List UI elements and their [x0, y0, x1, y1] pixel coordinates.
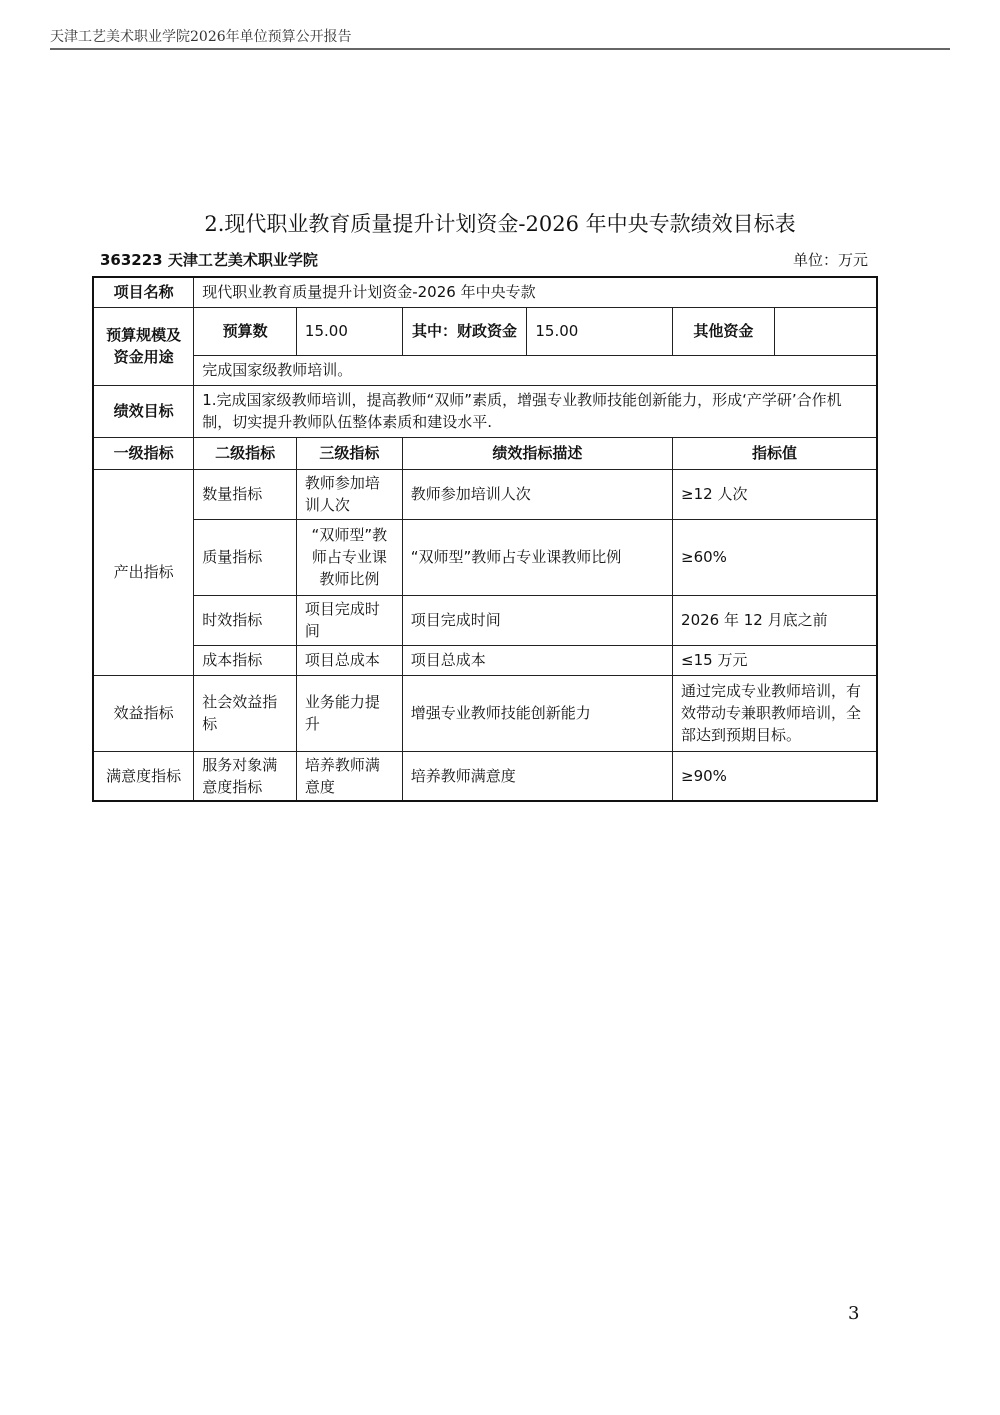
header-level1: 一级指标 [93, 437, 194, 469]
project-name-label: 项目名称 [93, 277, 194, 307]
level2: 质量指标 [194, 519, 297, 595]
goal-label: 绩效目标 [93, 385, 194, 437]
organization-code: 363223 天津工艺美术职业学院 [100, 251, 318, 269]
description: 培养教师满意度 [402, 751, 672, 801]
level1-benefit: 效益指标 [93, 675, 194, 751]
level3: 业务能力提升 [296, 675, 402, 751]
header-level3: 三级指标 [296, 437, 402, 469]
level1-satisfaction: 满意度指标 [93, 751, 194, 801]
running-header: 天津工艺美术职业学院2026年单位预算公开报告 [50, 29, 352, 45]
budget-label: 预算规模及资金用途 [93, 307, 194, 385]
other-funds-amount [774, 307, 877, 355]
header-level2: 二级指标 [194, 437, 297, 469]
indicator-value: ≥12 人次 [673, 469, 877, 519]
indicator-value: 2026 年 12 月底之前 [673, 595, 877, 645]
indicator-value: 通过完成专业教师培训，有效带动专兼职教师培训，全部达到预期目标。 [673, 675, 877, 751]
table-row [93, 751, 877, 801]
unit-line [100, 249, 868, 270]
unit-label: 单位：万元 [792, 251, 868, 269]
level3: 培养教师满意度 [296, 751, 402, 801]
fiscal-funds-label: 其中：财政资金 [402, 307, 527, 355]
level3: 教师参加培训人次 [296, 469, 402, 519]
project-name: 现代职业教育质量提升计划资金-2026 年中央专款 [194, 277, 877, 307]
other-funds-label: 其他资金 [673, 307, 775, 355]
description: 增强专业教师技能创新能力 [402, 675, 672, 751]
level3: 项目完成时间 [296, 595, 402, 645]
fund-usage: 完成国家级教师培训。 [194, 355, 877, 385]
table-row [93, 645, 877, 675]
table-row [93, 469, 877, 519]
indicator-value: ≥60% [673, 519, 877, 595]
budget-amount-label: 预算数 [194, 307, 297, 355]
level2: 服务对象满意度指标 [194, 751, 297, 801]
header-description: 绩效指标描述 [402, 437, 672, 469]
indicator-value: ≥90% [673, 751, 877, 801]
page-number: 3 [848, 1303, 860, 1324]
level1-output: 产出指标 [93, 469, 194, 675]
level2: 数量指标 [194, 469, 297, 519]
level2: 成本指标 [194, 645, 297, 675]
performance-table [92, 276, 878, 802]
table-row [93, 595, 877, 645]
table-row [93, 675, 877, 751]
page-title: 2.现代职业教育质量提升计划资金-2026 年中央专款绩效目标表 [204, 212, 796, 236]
indicator-value: ≤15 万元 [673, 645, 877, 675]
table-row [93, 519, 877, 595]
description: 教师参加培训人次 [402, 469, 672, 519]
level2: 社会效益指标 [194, 675, 297, 751]
performance-goal: 1.完成国家级教师培训，提高教师“双师”素质，增强专业教师技能创新能力，形成‘产学研’合作机制，切实提升教师队伍整体素质和建设水平. [194, 385, 877, 437]
budget-amount: 15.00 [296, 307, 402, 355]
level3: 项目总成本 [296, 645, 402, 675]
level3: “双师型”教师占专业课教师比例 [296, 519, 402, 595]
level2: 时效指标 [194, 595, 297, 645]
header-divider [50, 48, 950, 50]
fiscal-funds-amount: 15.00 [527, 307, 673, 355]
description: “双师型”教师占专业课教师比例 [402, 519, 672, 595]
header-value: 指标值 [673, 437, 877, 469]
description: 项目总成本 [402, 645, 672, 675]
description: 项目完成时间 [402, 595, 672, 645]
